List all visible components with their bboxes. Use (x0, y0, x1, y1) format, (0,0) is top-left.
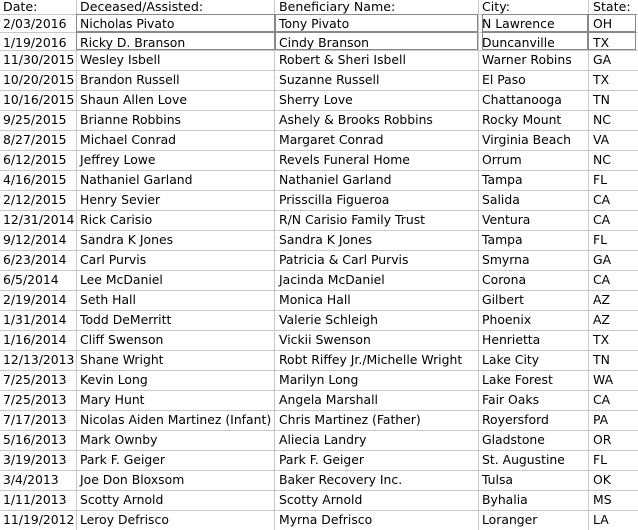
row-divider (0, 70, 638, 71)
cell-state: CA (593, 192, 611, 207)
cell-beneficiary: Jacinda McDaniel (279, 272, 385, 287)
cell-deceased: Nicholas Pivato (80, 16, 175, 31)
cell-city: Loranger (482, 512, 538, 527)
row-divider (0, 90, 638, 91)
table-header (0, 0, 638, 14)
cell-date: 7/25/2013 (3, 372, 67, 387)
table-row (0, 470, 638, 490)
cell-state: FL (593, 172, 608, 187)
cell-beneficiary: Monica Hall (279, 292, 351, 307)
cell-deceased: Joe Don Bloxsom (80, 472, 185, 487)
cell-deceased: Ricky D. Branson (80, 35, 186, 50)
table-row (0, 410, 638, 430)
cell-state: OK (593, 472, 611, 487)
cell-deceased: Lee McDaniel (80, 272, 163, 287)
cell-state: FL (593, 452, 608, 467)
cell-state: TN (593, 92, 610, 107)
cell-city: N Lawrence (482, 16, 555, 31)
cell-city: Chattanooga (482, 92, 562, 107)
row-divider (0, 490, 638, 491)
cell-state: AZ (593, 292, 610, 307)
cell-deceased: Michael Conrad (80, 132, 177, 147)
cell-state: GA (593, 252, 612, 267)
cell-city: Warner Robins (482, 52, 572, 67)
row-divider (0, 330, 638, 331)
cell-deceased: Leroy Defrisco (80, 512, 169, 527)
row-divider (0, 190, 638, 191)
table-row (0, 430, 638, 450)
cell-state: AZ (593, 312, 610, 327)
cell-date: 1/11/2013 (3, 492, 67, 507)
cell-date: 6/5/2014 (3, 272, 59, 287)
header-city: City: (482, 0, 511, 14)
cell-date: 11/19/2012 (3, 512, 75, 527)
table-row (0, 370, 638, 390)
cell-beneficiary: Marilyn Long (279, 372, 359, 387)
cell-city: Virginia Beach (482, 132, 572, 147)
cell-date: 12/31/2014 (3, 212, 75, 227)
cell-beneficiary: Vickii Swenson (279, 332, 371, 347)
cell-beneficiary: Chris Martinez (Father) (279, 412, 421, 427)
cell-city: Salida (482, 192, 520, 207)
cell-city: Ventura (482, 212, 531, 227)
cell-border (588, 32, 636, 50)
cell-state: CA (593, 212, 611, 227)
cell-beneficiary: Valerie Schleigh (279, 312, 379, 327)
cell-date: 6/23/2014 (3, 252, 67, 267)
cell-border (588, 14, 636, 32)
cell-deceased: Rick Carisio (80, 212, 153, 227)
cell-beneficiary: Margaret Conrad (279, 132, 384, 147)
cell-city: Tampa (482, 172, 523, 187)
cell-beneficiary: Prisscilla Figueroa (279, 192, 390, 207)
cell-beneficiary: Sherry Love (279, 92, 353, 107)
table-row (0, 190, 638, 210)
cell-beneficiary: Angela Marshall (279, 392, 378, 407)
table-row (0, 270, 638, 290)
cell-date: 6/12/2015 (3, 152, 67, 167)
cell-date: 4/16/2015 (3, 172, 67, 187)
cell-border (76, 32, 276, 50)
cell-city: Gladstone (482, 432, 545, 447)
cell-state: VA (593, 132, 610, 147)
cell-beneficiary: Aliecia Landry (279, 432, 367, 447)
cell-deceased: Mark Ownby (80, 432, 158, 447)
header-beneficiary: Beneficiary Name: (279, 0, 396, 14)
row-divider (0, 210, 638, 211)
cell-state: GA (593, 52, 612, 67)
cell-date: 12/13/2013 (3, 352, 75, 367)
cell-state: TN (593, 352, 610, 367)
cell-deceased: Mary Hunt (80, 392, 145, 407)
cell-deceased: Sandra K Jones (80, 232, 174, 247)
cell-beneficiary: Suzanne Russell (279, 72, 380, 87)
table-row (0, 210, 638, 230)
cell-beneficiary: Ashely & Brooks Robbins (279, 112, 433, 127)
table-row (0, 450, 638, 470)
cell-beneficiary: Robt Riffey Jr./Michelle Wright (279, 352, 463, 367)
cell-date: 10/16/2015 (3, 92, 75, 107)
cell-date: 10/20/2015 (3, 72, 75, 87)
cell-deceased: Nicolas Aiden Martinez (Infant) (80, 412, 272, 427)
table-row (0, 290, 638, 310)
cell-beneficiary: Park F. Geiger (279, 452, 364, 467)
cell-state: TX (593, 72, 610, 87)
row-divider (0, 510, 638, 511)
cell-beneficiary: Robert & Sheri Isbell (279, 52, 406, 67)
cell-date: 7/25/2013 (3, 392, 67, 407)
cell-state: MS (593, 492, 612, 507)
row-divider (0, 270, 638, 271)
table-row (0, 250, 638, 270)
cell-border (482, 14, 588, 32)
cell-date: 3/19/2013 (3, 452, 67, 467)
cell-date: 2/12/2015 (3, 192, 67, 207)
cell-border (482, 32, 588, 50)
row-divider (0, 410, 638, 411)
row-divider (0, 390, 638, 391)
cell-city: Lake Forest (482, 372, 553, 387)
cell-beneficiary: Cindy Branson (279, 35, 370, 50)
cell-border (274, 32, 478, 50)
row-divider (0, 150, 638, 151)
cell-city: Byhalia (482, 492, 528, 507)
cell-city: Orrum (482, 152, 522, 167)
cell-date: 1/19/2016 (3, 35, 67, 50)
table-row (0, 390, 638, 410)
row-divider (0, 470, 638, 471)
cell-date: 1/16/2014 (3, 332, 67, 347)
header-state: State: (593, 0, 631, 14)
cell-beneficiary: Myrna Defrisco (279, 512, 373, 527)
table-row (0, 330, 638, 350)
cell-date: 3/4/2013 (3, 472, 59, 487)
cell-city: El Paso (482, 72, 526, 87)
cell-city: Lake City (482, 352, 540, 367)
cell-beneficiary: R/N Carisio Family Trust (279, 212, 426, 227)
cell-state: OH (593, 16, 613, 31)
cell-border (274, 14, 478, 32)
cell-deceased: Nathaniel Garland (80, 172, 193, 187)
row-divider (0, 350, 638, 351)
cell-date: 2/03/2016 (3, 16, 67, 31)
row-divider (0, 130, 638, 131)
cell-city: Henrietta (482, 332, 541, 347)
cell-beneficiary: Sandra K Jones (279, 232, 373, 247)
cell-deceased: Todd DeMerritt (80, 312, 172, 327)
table-row (0, 70, 638, 90)
row-divider (0, 170, 638, 171)
row-divider (0, 310, 638, 311)
cell-state: WA (593, 372, 614, 387)
cell-deceased: Scotty Arnold (80, 492, 164, 507)
cell-city: Fair Oaks (482, 392, 540, 407)
cell-deceased: Shane Wright (80, 352, 164, 367)
header-date: Date: (3, 0, 38, 14)
header-deceased: Deceased/Assisted: (80, 0, 204, 14)
cell-state: NC (593, 112, 611, 127)
cell-date: 5/16/2013 (3, 432, 67, 447)
table-row (0, 230, 638, 250)
cell-date: 2/19/2014 (3, 292, 67, 307)
table-row (0, 150, 638, 170)
table-row (0, 490, 638, 510)
cell-state: PA (593, 412, 609, 427)
cell-deceased: Henry Sevier (80, 192, 161, 207)
cell-date: 7/17/2013 (3, 412, 67, 427)
cell-city: St. Augustine (482, 452, 565, 467)
cell-beneficiary: Nathaniel Garland (279, 172, 392, 187)
cell-city: Rocky Mount (482, 112, 562, 127)
cell-date: 8/27/2015 (3, 132, 67, 147)
row-divider (0, 230, 638, 231)
cell-state: TX (593, 332, 610, 347)
cell-state: CA (593, 392, 611, 407)
cell-date: 1/31/2014 (3, 312, 67, 327)
cell-date: 9/25/2015 (3, 112, 67, 127)
cell-beneficiary: Patricia & Carl Purvis (279, 252, 409, 267)
cell-deceased: Wesley Isbell (80, 52, 161, 67)
cell-state: NC (593, 152, 611, 167)
cell-date: 9/12/2014 (3, 232, 67, 247)
row-divider (0, 50, 638, 51)
table-row (0, 510, 638, 530)
cell-state: CA (593, 272, 611, 287)
cell-city: Corona (482, 272, 527, 287)
cell-deceased: Jeffrey Lowe (80, 152, 156, 167)
cell-beneficiary: Baker Recovery Inc. (279, 472, 403, 487)
cell-deceased: Seth Hall (80, 292, 136, 307)
table-row (0, 170, 638, 190)
cell-city: Phoenix (482, 312, 532, 327)
cell-city: Gilbert (482, 292, 524, 307)
table-row (0, 310, 638, 330)
cell-city: Tulsa (482, 472, 514, 487)
cell-state: LA (593, 512, 609, 527)
cell-deceased: Brandon Russell (80, 72, 180, 87)
row-divider (0, 370, 638, 371)
row-divider (0, 450, 638, 451)
cell-city: Royersford (482, 412, 549, 427)
cell-beneficiary: Tony Pivato (279, 16, 350, 31)
table-row (0, 110, 638, 130)
cell-city: Smyrna (482, 252, 530, 267)
cell-deceased: Shaun Allen Love (80, 92, 187, 107)
row-divider (0, 250, 638, 251)
cell-beneficiary: Revels Funeral Home (279, 152, 410, 167)
cell-deceased: Park F. Geiger (80, 452, 165, 467)
row-divider (0, 290, 638, 291)
cell-deceased: Carl Purvis (80, 252, 147, 267)
cell-state: OR (593, 432, 612, 447)
table-row (0, 90, 638, 110)
table-row (0, 50, 638, 70)
table-row (0, 350, 638, 370)
cell-deceased: Kevin Long (80, 372, 148, 387)
cell-border (76, 14, 276, 32)
row-divider (0, 110, 638, 111)
row-divider (0, 430, 638, 431)
cell-city: Tampa (482, 232, 523, 247)
table-row (0, 130, 638, 150)
cell-beneficiary: Scotty Arnold (279, 492, 363, 507)
cell-state: FL (593, 232, 608, 247)
cell-state: TX (593, 35, 610, 50)
cell-date: 11/30/2015 (3, 52, 75, 67)
cell-city: Duncanville (482, 35, 555, 50)
cell-deceased: Cliff Swenson (80, 332, 164, 347)
cell-deceased: Brianne Robbins (80, 112, 182, 127)
